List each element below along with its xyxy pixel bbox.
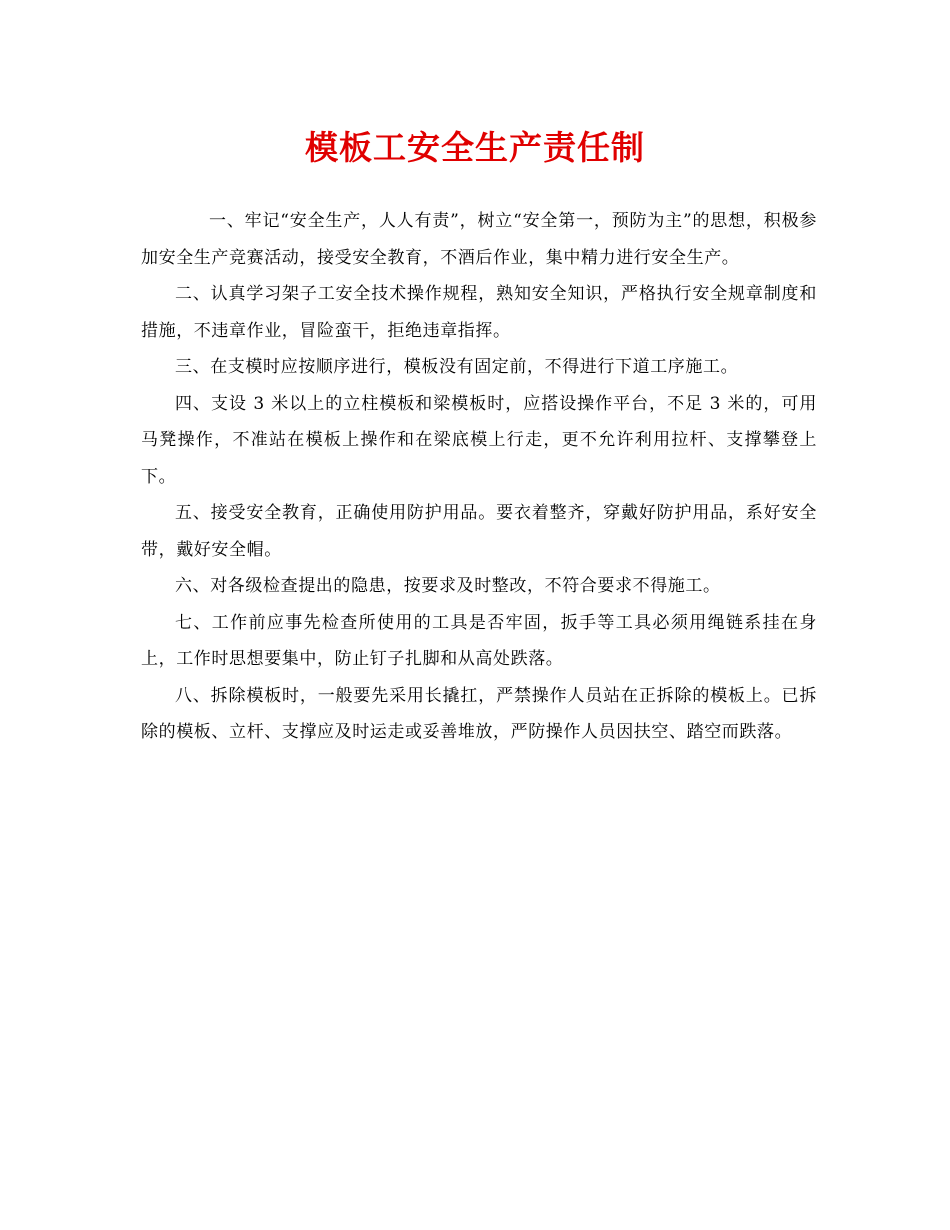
paragraph-3: 三、在支模时应按顺序进行，模板没有固定前，不得进行下道工序施工。 bbox=[175, 357, 739, 377]
paragraph-4: 四、支设 3 米以上的立柱模板和梁模板时，应搭设操作平台，不足 3 米的，可用马凳操作，不准站在模板上操作和在梁底模上行走，更不允许利用拉杆、支撑攀登上下。 bbox=[141, 393, 817, 487]
paragraph-7: 七、工作前应事先检查所使用的工具是否牢固，扳手等工具必须用绳链系挂在身上，工作时思想要集中，防止钉子扎脚和从高处跌落。 bbox=[141, 612, 817, 669]
paragraph-1: 一、牢记“安全生产，人人有责”，树立“安全第一，预防为主”的思想，积极参加安全生产竞赛活动，接受安全教育，不酒后作业，集中精力进行安全生产。 bbox=[141, 211, 817, 268]
document-title: 模板工安全生产责任制 bbox=[305, 128, 645, 167]
paragraph-2: 二、认真学习架子工安全技术操作规程，熟知安全知识，严格执行安全规章制度和措施，不违章作业，冒险蛮干，拒绝违章指挥。 bbox=[141, 284, 817, 341]
paragraph-6: 六、对各级检查提出的隐患，按要求及时整改，不符合要求不得施工。 bbox=[175, 576, 721, 596]
document-body bbox=[141, 203, 817, 751]
paragraph-8: 八、拆除模板时，一般要先采用长撬扛，严禁操作人员站在正拆除的模板上。已拆除的模板、立杆、支撑应及时运走或妥善堆放，严防操作人员因扶空、踏空而跌落。 bbox=[141, 685, 817, 742]
paragraph-5: 五、接受安全教育，正确使用防护用品。要衣着整齐，穿戴好防护用品，系好安全带，戴好安全帽。 bbox=[141, 503, 817, 560]
